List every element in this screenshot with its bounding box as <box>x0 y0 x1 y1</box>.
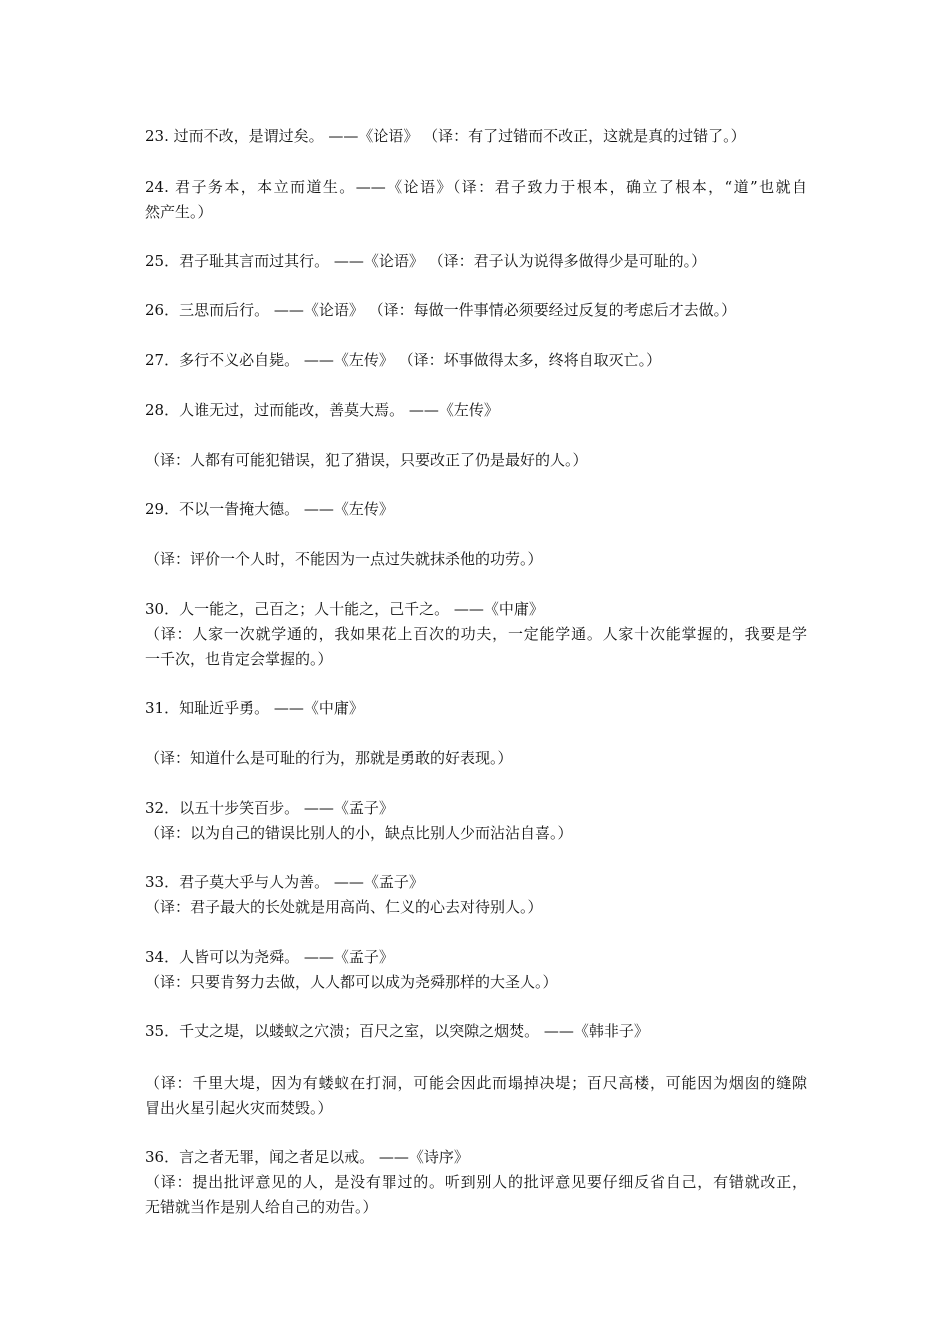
entry-30-translation-line1: （译：人家一次就学通的，我如果花上百次的功夫，一定能学通。人家十次能掌握的，我要是学 <box>145 625 807 643</box>
entry-30-translation-line2: 一千次，也肯定会掌握的。） <box>145 650 333 668</box>
entry-36-translation-line2: 无错就当作是别人给自己的劝告。） <box>145 1198 378 1216</box>
entry-25: 25．君子耻其言而过其行。 ——《论语》 （译：君子认为说得多做得少是可耻的。） <box>145 252 707 270</box>
entry-35-translation-line1: （译：千里大堤，因为有蝼蚁在打洞，可能会因此而塌掉决堤；百尺高楼，可能因为烟囱的缝隙 <box>145 1074 807 1092</box>
entry-26: 26．三思而后行。 ——《论语》 （译：每做一件事情必须要经过反复的考虑后才去做。） <box>145 301 737 319</box>
entry-24-line2: 然产生。） <box>145 203 213 221</box>
entry-34: 34．人皆可以为尧舜。 ——《孟子》 <box>145 948 394 966</box>
entry-30: 30．人一能之，己百之；人十能之，己千之。 ——《中庸》 <box>145 600 544 618</box>
entry-23: 23. 过而不改，是谓过矣。 ——《论语》 （译：有了过错而不改正，这就是真的过错了。） <box>145 127 746 145</box>
entry-33-translation: （译：君子最大的长处就是用高尚、仁义的心去对待别人。） <box>145 898 543 916</box>
entry-35: 35．千丈之堤，以蝼蚁之穴溃；百尺之室，以突隙之烟焚。 ——《韩非子》 <box>145 1022 649 1040</box>
entry-27: 27．多行不义必自毙。 ——《左传》 （译：坏事做得太多，终将自取灭亡。） <box>145 351 662 369</box>
entry-28: 28．人谁无过，过而能改，善莫大焉。 ——《左传》 <box>145 401 499 419</box>
entry-31-translation: （译：知道什么是可耻的行为，那就是勇敢的好表现。） <box>145 749 513 767</box>
entry-29-translation: （译：评价一个人时，不能因为一点过失就抹杀他的功劳。） <box>145 550 543 568</box>
entry-28-translation: （译：人都有可能犯错误，犯了猎误，只要改正了仍是最好的人。） <box>145 451 588 469</box>
entry-34-translation: （译：只要肯努力去做，人人都可以成为尧舜那样的大圣人。） <box>145 973 558 991</box>
entry-24-line1: 24. 君子务本，本立而道生。——《论语》（译：君子致力于根本，确立了根本，“道”也就自 <box>145 178 807 196</box>
entry-32: 32．以五十步笑百步。 ——《孟子》 <box>145 799 394 817</box>
entry-35-translation-line2: 冒出火星引起火灾而焚毁。） <box>145 1099 333 1117</box>
entry-32-translation: （译：以为自己的错误比别人的小，缺点比别人少而沾沾自喜。） <box>145 824 573 842</box>
entry-31: 31．知耻近乎勇。 ——《中庸》 <box>145 699 364 717</box>
entry-33: 33．君子莫大乎与人为善。 ——《孟子》 <box>145 873 424 891</box>
entry-29: 29．不以一眚掩大德。 ——《左传》 <box>145 500 394 518</box>
entry-36-translation-line1: （译：提出批评意见的人，是没有罪过的。听到别人的批评意见要仔细反省自己，有错就改正， <box>145 1173 807 1191</box>
entry-36: 36．言之者无罪，闻之者足以戒。 ——《诗序》 <box>145 1148 469 1166</box>
